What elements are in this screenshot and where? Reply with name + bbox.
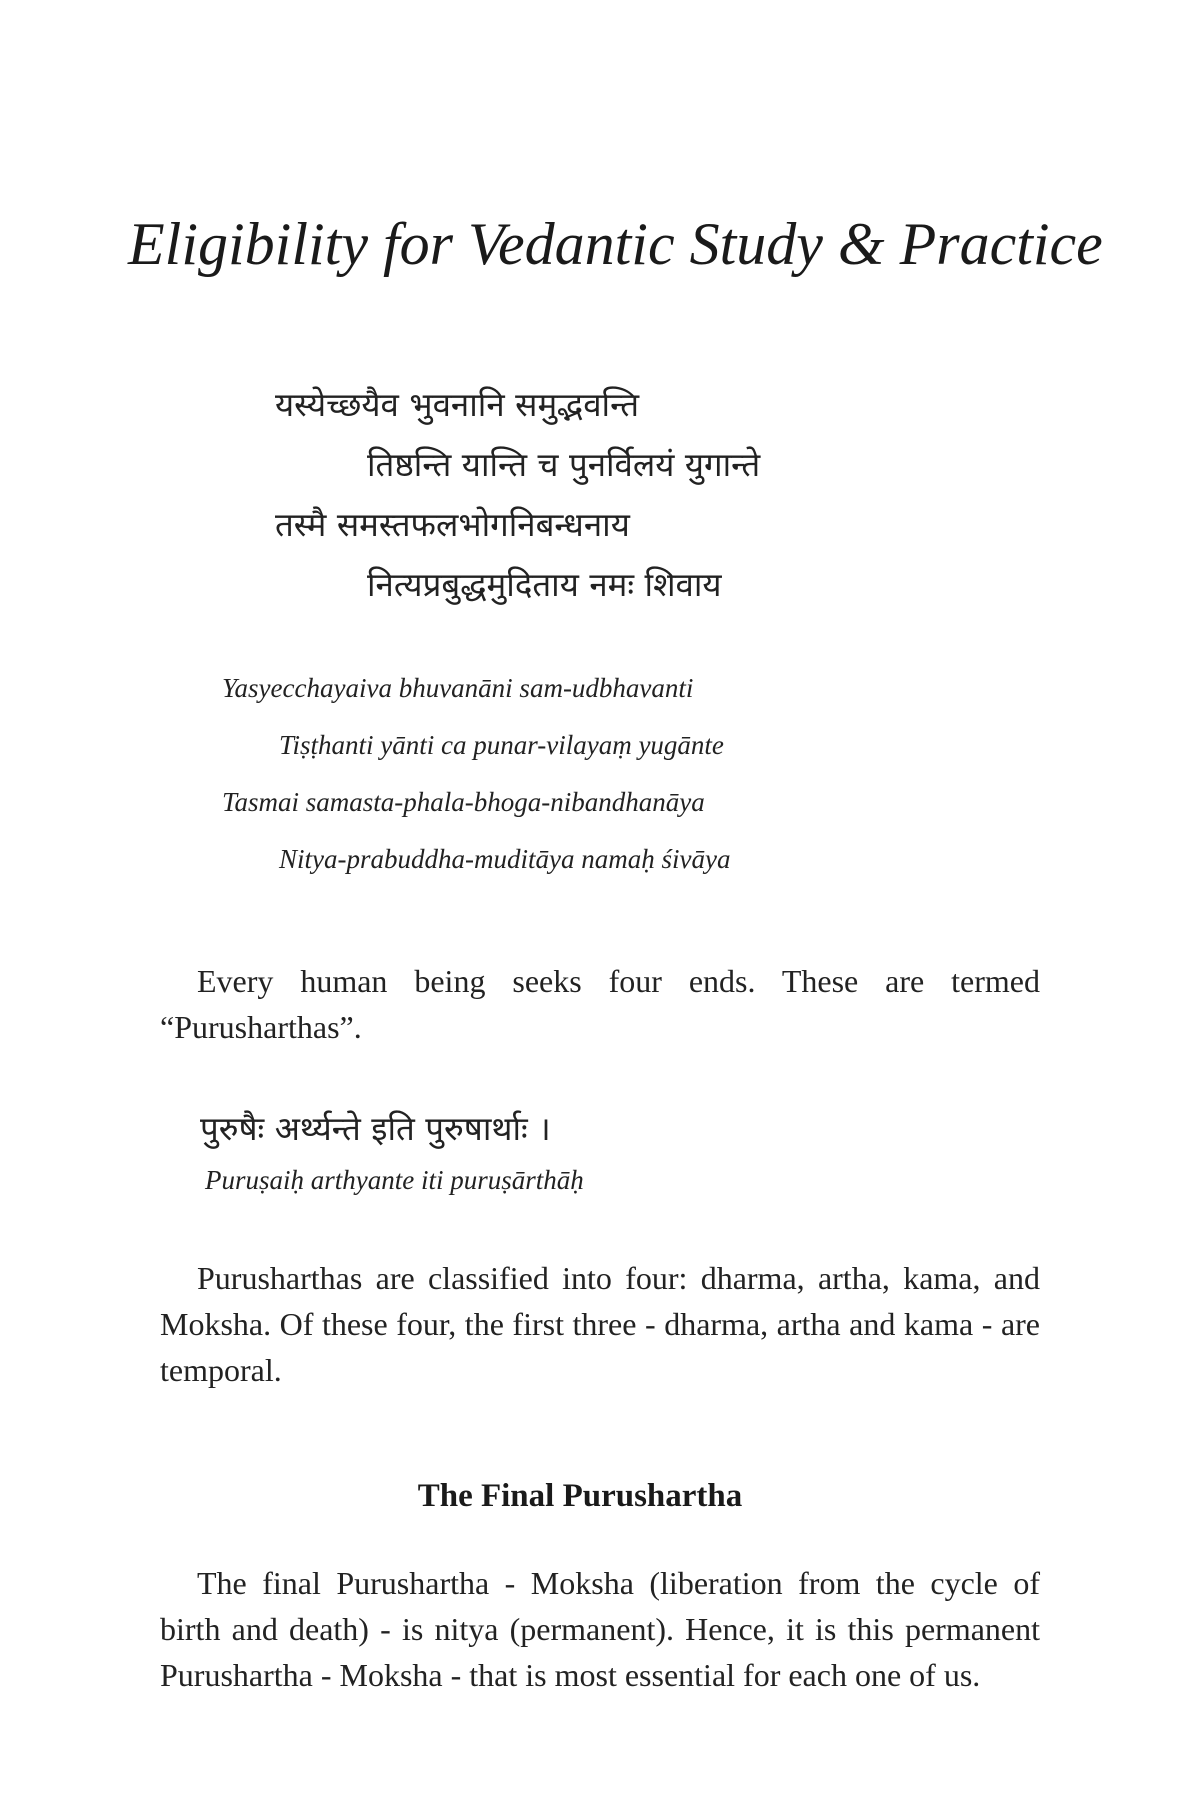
transliterated-verse-line-3: Tasmai samasta-phala-bhoga-nibandhanāya <box>222 787 705 817</box>
transliterated-verse-line-4: Nitya-prabuddha-muditāya namaḥ śivāya <box>279 844 731 874</box>
sanskrit-verse <box>275 375 760 615</box>
sanskrit-verse-line-1: यस्येच्छयैव भुवनानि समुद्भवन्ति <box>275 385 640 424</box>
sanskrit-verse-line-3: तस्मै समस्तफलभोगनिबन्धनाय <box>275 505 630 544</box>
sanskrit-verse-line-2: तिष्ठन्ति यान्ति च पुनर्विलयं युगान्ते <box>367 445 761 484</box>
transliterated-verse <box>222 660 730 888</box>
transliterated-verse-line-2: Tiṣṭhanti yānti ca punar-vilayaṃ yugānte <box>279 730 724 760</box>
transliterated-quote: Puruṣaiḥ arthyante iti puruṣārthāḥ <box>205 1165 584 1195</box>
sanskrit-quote: पुरुषैः अर्थ्यन्ते इति पुरुषार्थाः । <box>200 1109 551 1148</box>
paragraph-classification: Purusharthas are classified into four: dharma, artha, kama, and Moksha. Of these four, the first three - dharma, artha and kama - are temporal. <box>160 1260 1040 1388</box>
paragraph-final-purushartha: The final Purushartha - Moksha (liberation from the cycle of birth and death) - is nitya (permanent). Hence, it is this permanent Purushartha - Moksha - that is most essential for each one of us. <box>160 1565 1040 1693</box>
section-heading: The Final Purushartha <box>417 1478 743 1514</box>
paragraph-purusharthas-intro: Every human being seeks four ends. These are termed “Purusharthas”. <box>160 963 1040 1045</box>
chapter-title: Eligibility for Vedantic Study & Practice <box>128 211 1103 277</box>
transliterated-verse-line-1: Yasyecchayaiva bhuvanāni sam-udbhavanti <box>222 673 694 703</box>
sanskrit-verse-line-4: नित्यप्रबुद्धमुदिताय नमः शिवाय <box>367 565 722 604</box>
